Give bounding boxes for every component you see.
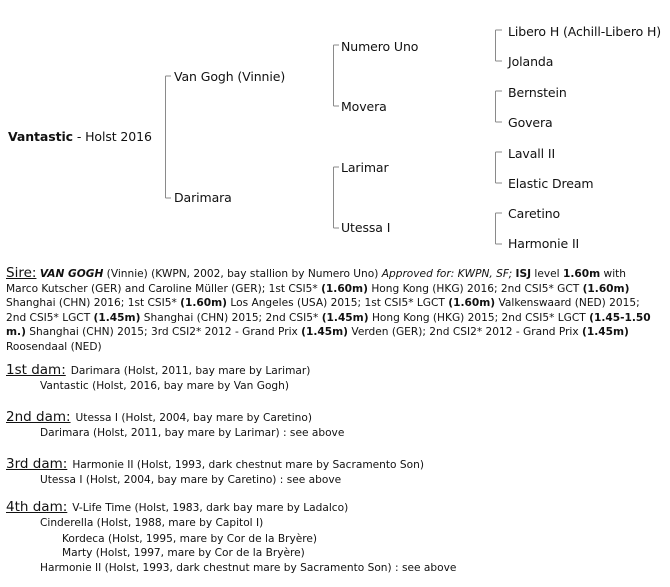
sire-height: (1.60m) bbox=[321, 282, 368, 295]
sire-height: (1.45m) bbox=[93, 311, 141, 324]
third-dam-label: 3rd dam: bbox=[6, 456, 68, 472]
fourth-dam-grand-offspring: Marty (Holst, 1997, mare by Cor de la Bryère) bbox=[62, 547, 305, 559]
sire-text: Verden (GER); 2nd CSI2* 2012 - Grand Prix bbox=[348, 326, 583, 339]
gen3-dss: Lavall II bbox=[508, 146, 556, 161]
sire-height: (1.45m) bbox=[321, 311, 369, 324]
first-dam-offspring: Vantastic (Holst, 2016, bay mare by Van Gogh) bbox=[40, 380, 290, 392]
gen3-ddd: Harmonie II bbox=[508, 236, 580, 251]
sire-dam-name: Movera bbox=[341, 99, 387, 114]
connector-dd bbox=[496, 213, 503, 244]
fourth-dam-grand-offspring: Kordeca (Holst, 1995, mare by Cor de la Bryère) bbox=[62, 533, 317, 545]
sire-height: (1.45m) bbox=[582, 326, 629, 339]
second-dam-heading bbox=[6, 409, 312, 425]
connector-sire bbox=[334, 45, 340, 106]
subject-suffix: - Holst 2016 bbox=[72, 129, 152, 144]
second-dam-offspring: Darimara (Holst, 2011, bay mare by Larimar) : see above bbox=[40, 427, 345, 439]
sire-height: (1.45m) bbox=[301, 326, 349, 339]
sire-text: Los Angeles (USA) 2015; 1st CSI5* LGCT bbox=[227, 297, 449, 310]
gen3-sds: Bernstein bbox=[508, 85, 567, 100]
third-dam-name: Harmonie II (Holst, 1993, dark chestnut mare by Sacramento Son) bbox=[72, 459, 424, 471]
gen3-dds: Caretino bbox=[508, 206, 561, 221]
second-dam-name: Utessa I (Holst, 2004, bay mare by Caretino) bbox=[75, 412, 312, 424]
fourth-dam-label: 4th dam: bbox=[6, 499, 68, 515]
gen3-sss: Libero H (Achill-Libero H) bbox=[508, 24, 662, 39]
dam-sire-name: Larimar bbox=[341, 160, 389, 175]
gen3-ssd: Jolanda bbox=[508, 54, 554, 69]
sire-level: 1.60m bbox=[562, 268, 601, 280]
sire-text: Hong Kong (HKG) 2016; 2nd CSI5* GCT bbox=[367, 282, 583, 295]
dam-name: Darimara bbox=[174, 190, 232, 205]
third-dam-heading bbox=[6, 456, 424, 472]
fourth-dam-offspring: Harmonie II (Holst, 1993, dark chestnut mare by Sacramento Son) : see above bbox=[40, 562, 457, 574]
sire-text: level bbox=[531, 268, 563, 280]
sire-text: Shanghai (CHN) 2016; 1st CSI5* bbox=[6, 297, 181, 310]
sire-height: (1.45-1.50 m.) bbox=[6, 311, 651, 339]
sire-label: Sire: bbox=[6, 265, 37, 281]
second-dam-label: 2nd dam: bbox=[6, 409, 71, 425]
gen3-sdd: Govera bbox=[508, 115, 553, 130]
connector-ss bbox=[496, 30, 503, 61]
sire-text: (Vinnie) (KWPN, 2002, bay stallion by Numero Uno) bbox=[103, 268, 382, 280]
sire-text: with Marco Kutscher (GER) and Caroline Müller (GER); 1st CSI5* bbox=[6, 268, 627, 295]
sire-description bbox=[6, 266, 658, 355]
sire-text: Roosendaal (NED) bbox=[6, 340, 102, 353]
connector-ds bbox=[496, 152, 503, 183]
first-dam-heading bbox=[6, 362, 310, 378]
gen3-dsd: Elastic Dream bbox=[508, 176, 594, 191]
sire-info-name: VAN GOGH bbox=[39, 268, 104, 280]
connector-subject bbox=[166, 76, 172, 198]
connector-dam bbox=[334, 167, 340, 228]
sire-height: (1.60m) bbox=[582, 282, 630, 295]
third-dam-offspring: Utessa I (Holst, 2004, bay mare by Caretino) : see above bbox=[40, 474, 342, 486]
sire-isj: ISJ bbox=[515, 268, 532, 280]
sire-text: Hong Kong (HKG) 2015; 2nd CSI5* LGCT bbox=[368, 311, 590, 324]
sire-height: (1.60m) bbox=[180, 297, 228, 310]
fourth-dam-offspring: Cinderella (Holst, 1988, mare by Capitol I) bbox=[40, 517, 264, 529]
subject-name: Vantastic bbox=[8, 129, 73, 144]
fourth-dam-heading bbox=[6, 499, 348, 515]
sire-approved: Approved for: KWPN, SF; bbox=[381, 268, 513, 280]
connector-sd bbox=[496, 91, 503, 122]
dam-dam-name: Utessa I bbox=[341, 220, 391, 235]
sire-text: Valkenswaard (NED) 2015; 2nd CSI5* LGCT bbox=[6, 297, 640, 324]
fourth-dam-name: V-Life Time (Holst, 1983, dark bay mare by Ladalco) bbox=[72, 502, 349, 514]
subject-horse bbox=[8, 129, 152, 144]
first-dam-label: 1st dam: bbox=[6, 362, 66, 378]
sire-text: Shanghai (CHN) 2015; 3rd CSI2* 2012 - Grand Prix bbox=[25, 326, 302, 339]
sire-height: (1.60m) bbox=[448, 297, 496, 310]
sire-name: Van Gogh (Vinnie) bbox=[174, 69, 286, 84]
first-dam-name: Darimara (Holst, 2011, bay mare by Larimar) bbox=[70, 365, 311, 377]
sire-text: Shanghai (CHN) 2015; 2nd CSI5* bbox=[140, 311, 322, 324]
sire-sire-name: Numero Uno bbox=[341, 39, 419, 54]
